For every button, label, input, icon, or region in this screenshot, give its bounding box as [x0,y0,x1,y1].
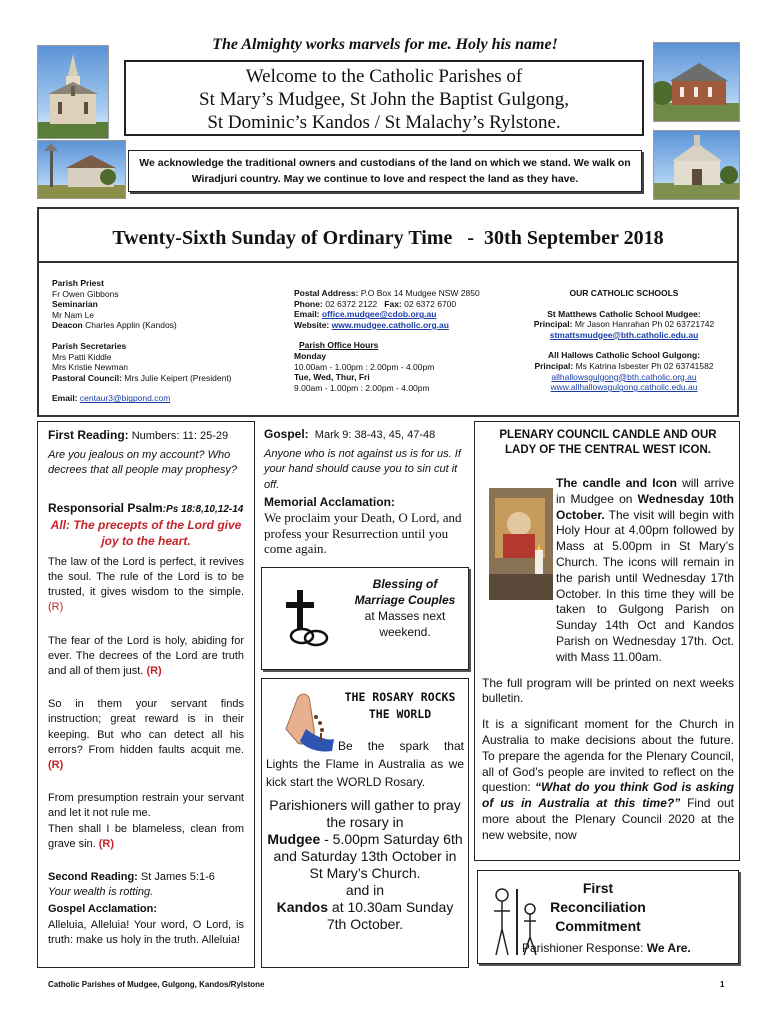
council-label: Pastoral Council: [52,372,122,383]
plenary-paragraph-2: The full program will be printed on next weeks bulletin. [482,675,734,706]
page-number: 1 [720,980,725,989]
phone-number: 02 6372 2122 [325,298,378,309]
school-2-principal: Ms Katrina Isbester Ph 02 63741582 [575,360,714,371]
fax-number: 02 6372 6700 [404,298,457,309]
gospel-acclamation-label: Gospel Acclamation: [48,903,158,916]
welcome-box [124,60,644,136]
plenary-text-a: will arrive in Mudgee on [556,476,734,506]
sunday-title-box [37,207,739,263]
psalm-verse-4b: Then shall I be blameless, clean from grave sin. [48,822,244,850]
memorial-label: Memorial Acclamation: [264,494,395,509]
footer-text: Catholic Parishes of Mudgee, Gulgong, Kandos/Rylstone [48,980,265,989]
welcome-line-1: Welcome to the Catholic Parishes of [245,66,523,87]
schools-heading: OUR CATHOLIC SCHOOLS [569,288,679,298]
church-photo-gulgong [653,42,740,122]
psalm-ref: :Ps 18:8,10,12-14 [162,503,244,515]
plenary-paragraph-1 [482,476,734,666]
weekday-label: Tue, Wed, Thur, Fri [294,372,370,383]
first-reading-quote: Are you jealous on my account? Who decrees that all people may prophesy? [48,449,237,477]
reconciliation-box [477,870,739,964]
website-label: Website: [294,319,330,330]
blessing-text: at Masses next weekend. [364,609,446,639]
plenary-text-b: The visit will begin with Holy Hour at 4.00pm followed by Mass at 5.00pm in St Mary’s Church. The icons will remain in the parish until Wednesday 17th October. In this time they will be taken to Gulgong Parish on Sunday 14th Oct and Kandos Parish on Wednesday 17th. Oct. with Mass 11.00am. [556,507,734,664]
monday-hours: 10.00am - 1.00pm : 2.00pm - 4.00pm [294,361,435,372]
rosary-kandos-time: at 10.30am Sunday 7th October. [326,899,454,932]
plenary-paragraph-3b: Find out more about the Plenary Council 2020 at the new website, now [482,796,734,842]
priest-name: Fr Owen Gibbons [52,288,119,299]
school-1-name: St Matthews Catholic School Mudgee: [547,308,701,319]
seminarian-name: Mr Nam Le [52,309,95,320]
plenary-paragraph-3: It is a significant moment for the Church in Australia to make decisions about the future. To prepare the agenda for the Plenary Council, all of God’s people are invited to reflect on the question: [482,717,734,795]
rosary-kandos: Kandos [276,899,329,915]
rosary-mudgee: Mudgee [267,831,321,847]
plenary-heading: PLENARY COUNCIL CANDLE AND OUR LADY OF THE CENTRAL WEST ICON. [499,429,717,456]
deacon-label: Deacon [52,320,83,331]
memorial-text: We proclaim your Death, O Lord, and profess your Resurrection until you come again. [264,510,462,557]
r-marker-2: (R) [146,665,162,678]
gospel-ref: Mark 9: 38-43, 45, 47-48 [308,429,436,441]
psalm-label: Responsorial Psalm [48,500,163,515]
school-2-email-link[interactable]: allhallowsgulgong@bth.catholic.org.au [551,371,697,382]
deacon-name: Charles Applin (Kandos) [85,320,177,331]
parish-staff [52,278,292,404]
weekday-hours: 9.00am - 1.00pm : 2.00pm - 4.00pm [294,382,430,393]
reconciliation-response-label: Parishioner Response: [522,941,644,955]
r-marker-4: (R) [98,837,115,850]
welcome-line-3: St Dominic’s Kandos / St Malachy’s Rylstone. [207,112,561,133]
church-photo-kandos [37,140,126,199]
secretary-2: Mrs Kristie Newman [52,362,129,373]
rosary-box [261,678,469,968]
psalm-verse-1: The law of the Lord is perfect, it revives the soul. The rule of the Lord is to be trusted, it gives wisdom to the simple. [48,555,244,599]
rosary-and-in: and in [345,882,385,898]
fax-label: Fax: [384,298,402,309]
rosary-text: Be the spark that Lights the Flame in Australia as we kick start the WORLD Rosary. [266,739,464,789]
phone-label: Phone: [294,298,323,309]
school-1-email-link[interactable]: stmattsmudgee@bth.catholic.edu.au [549,329,699,340]
tagline: The Almighty works marvels for me. Holy his name! [212,36,558,53]
seminarian-label: Seminarian [52,299,98,310]
psalm-response: All: The precepts of the Lord give joy to the heart. [50,517,242,548]
first-reading-ref: Numbers: 11: 25-29 [128,430,229,442]
plenary-lead: The candle and Icon [556,476,677,490]
website-link[interactable]: www.mudgee.catholic.org.au [331,319,449,330]
priest-label: Parish Priest [52,278,104,288]
secretary-1: Mrs Patti Kiddle [52,351,112,362]
blessing-title: Blessing of Marriage Couples [354,577,456,607]
church-photo-st-marys [37,45,109,139]
gospel-quote: Anyone who is not against us is for us. If your hand should cause you to sin cut it off. [264,448,461,491]
blessing-box [261,567,469,670]
school-2-website-link[interactable]: www.allhallowsgulgong.catholic.edu.au [550,382,698,393]
postal-address: P.O Box 14 Mudgee NSW 2850 [360,288,480,298]
secretaries-label: Parish Secretaries [52,340,127,351]
welcome-line-2: St Mary’s Mudgee, St John the Baptist Gulgong, [199,89,569,110]
readings-column [37,421,255,968]
postal-label: Postal Address: [294,288,359,298]
psalm-verse-3: So in them your servant finds instruction; great reward is in their keeping. But who can detect all his errors? From hidden faults acquit me. [48,698,244,756]
psalm-verse-2: The fear of the Lord is holy, abiding for ever. The decrees of the Lord are truth and all of them just. [48,634,244,678]
plenary-question: “What do you think God is asking of us in Australia at this time?” [482,780,734,811]
plenary-date: Wednesday 10th October. [556,491,734,522]
second-reading-ref: St James 5:1-6 [137,871,215,884]
first-reading-label: First Reading: [48,428,129,442]
catholic-schools [519,288,729,393]
r-marker-1: (R) [48,601,64,614]
gospel-label: Gospel: [264,427,309,441]
acknowledgement-box [128,150,642,192]
church-photo-rylstone [653,130,740,200]
parish-email-label: Email: [52,393,78,404]
gospel-acclamation: Alleluia, Alleluia! Your word, O Lord, is truth: make us holy in the truth. Alleluia! [48,918,244,946]
school-1-principal-label: Principal: [533,319,573,330]
psalm-verse-4a: From presumption restrain your servant and let it not rule me. [48,792,244,820]
cross-rings-icon [280,588,340,652]
parish-email-link[interactable]: centaur3@bigpond.com [79,393,171,404]
sunday-title: Twenty-Sixth Sunday of Ordinary Time - 30th September 2018 [112,227,664,249]
reconciliation-title: First Reconciliation Commitment [550,880,646,934]
parish-info-box [37,263,739,417]
school-1-principal: Mr Jason Hanrahan Ph 02 63721742 [574,319,715,330]
parish-contact [294,288,514,393]
acknowledgement-text: We acknowledge the traditional owners and custodians of the land on which we stand. We walk on Wiradjuri country. May we continue to love and respect the land as they have. [139,157,631,185]
school-2-principal-label: Principal: [534,360,574,371]
school-2-name: All Hallows Catholic School Gulgong: [547,350,701,361]
rosary-mudgee-time: - 5.00pm Saturday 6th and Saturday 13th October in St Mary’s Church. [273,831,463,881]
second-reading-label: Second Reading: [48,871,138,884]
plenary-column [474,421,740,861]
monday-label: Monday [294,350,327,361]
office-email-link[interactable]: office.mudgee@cdob.org.au [321,309,437,320]
r-marker-3: (R) [48,759,64,772]
office-hours-label: Parish Office Hours [299,340,379,351]
office-email-label: Email: [294,309,320,320]
rosary-gather: Parishioners will gather to pray the rosary in [269,797,461,830]
reconciliation-response: We Are. [643,941,691,955]
rosary-title: THE ROSARY ROCKS THE WORLD [344,690,456,721]
second-reading-quote: Your wealth is rotting. [48,886,154,899]
gospel-section [264,427,466,557]
council-name: Mrs Julie Keipert (President) [124,372,232,383]
